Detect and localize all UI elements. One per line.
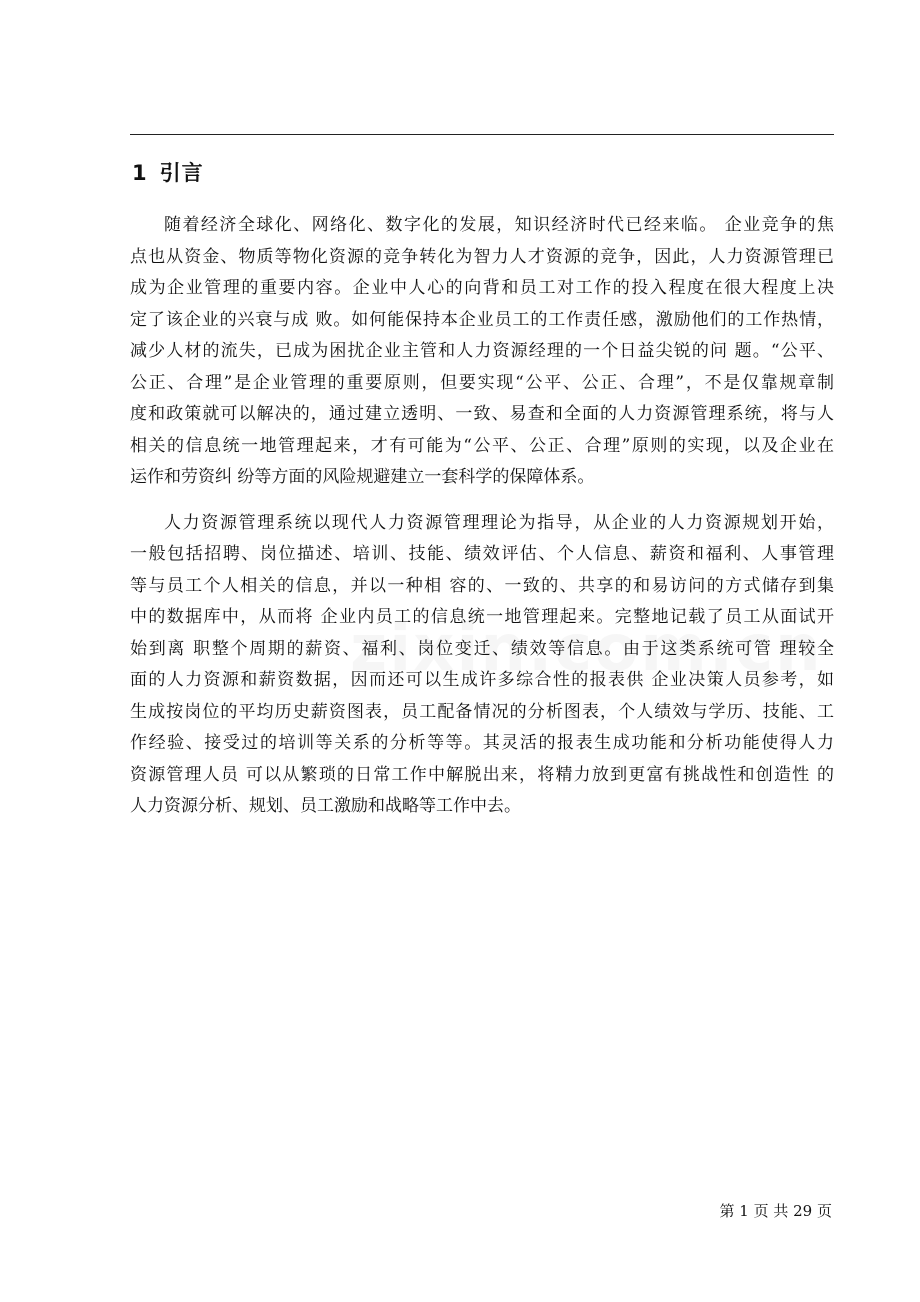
paragraph-line: 公正、合理”是企业管理的重要原则，但要实现“公平、公正、合理”，不是仅靠规章制 [130, 372, 834, 393]
paragraph-line: 一般包括招聘、岗位描述、培训、技能、绩效评估、个人信息、薪资和福利、人事管理 [130, 544, 834, 564]
paragraph-line: 定了该企业的兴衰与成 败。如何能保持本企业员工的工作责任感，激励他们的工作热情， [130, 309, 834, 330]
paragraph-line: 运作和劳资纠 纷等方面的风险规避建立一套科学的保障体系。 [130, 467, 595, 487]
paragraph-line: 面的人力资源和薪资数据，因而还可以生成许多综合性的报表供 企业决策人员参考，如 [130, 670, 834, 690]
page-footer: 第 1 页 共 29 页 [719, 1202, 832, 1220]
paragraph-line: 中的数据库中，从而将 企业内员工的信息统一地管理起来。完整地记载了员工从面试开 [130, 607, 834, 627]
paragraph-line: 作经验、接受过的培训等关系的分析等等。其灵活的报表生成功能和分析功能使得人力 [130, 733, 834, 753]
paragraph-line: 随着经济全球化、网络化、数字化的发展，知识经济时代已经来临。 企业竞争的焦 [164, 215, 834, 235]
paragraph-line: 人力资源管理系统以现代人力资源管理理论为指导，从企业的人力资源规划开始， [164, 512, 834, 533]
section-number: 1 [132, 161, 148, 185]
section-heading [132, 157, 204, 189]
paragraph-line: 人力资源分析、规划、员工激励和战略等工作中去。 [130, 796, 521, 816]
section-title: 引言 [159, 161, 204, 185]
paragraph-2 [130, 508, 834, 823]
paragraph-1 [130, 210, 834, 494]
paragraph-line: 生成按岗位的平均历史薪资图表，员工配备情况的分析图表，个人绩效与学历、技能、工 [130, 701, 834, 722]
paragraph-line: 等与员工个人相关的信息，并以一种相 容的、一致的、共享的和易访问的方式储存到集 [130, 575, 834, 596]
paragraph-line: 成为企业管理的重要内容。企业中人心的向背和员工对工作的投入程度在很大程度上决 [130, 278, 834, 298]
paragraph-line: 点也从资金、物质等物化资源的竞争转化为智力人才资源的竞争，因此，人力资源管理已 [130, 246, 834, 267]
header-rule [130, 134, 834, 135]
paragraph-line: 相关的信息统一地管理起来，才有可能为“公平、公正、合理”原则的实现，以及企业在 [130, 435, 834, 456]
body-text [130, 210, 834, 837]
paragraph-line: 始到离 职整个周期的薪资、福利、岗位变迁、绩效等信息。由于这类系统可管 理较全 [130, 638, 834, 659]
paragraph-line: 资源管理人员 可以从繁琐的日常工作中解脱出来，将精力放到更富有挑战性和创造性 的 [130, 764, 834, 785]
paragraph-line: 减少人材的流失，已成为困扰企业主管和人力资源经理的一个日益尖锐的问 题。“公平、 [130, 341, 834, 361]
paragraph-line: 度和政策就可以解决的，通过建立透明、一致、易查和全面的人力资源管理系统，将与人 [130, 404, 834, 424]
